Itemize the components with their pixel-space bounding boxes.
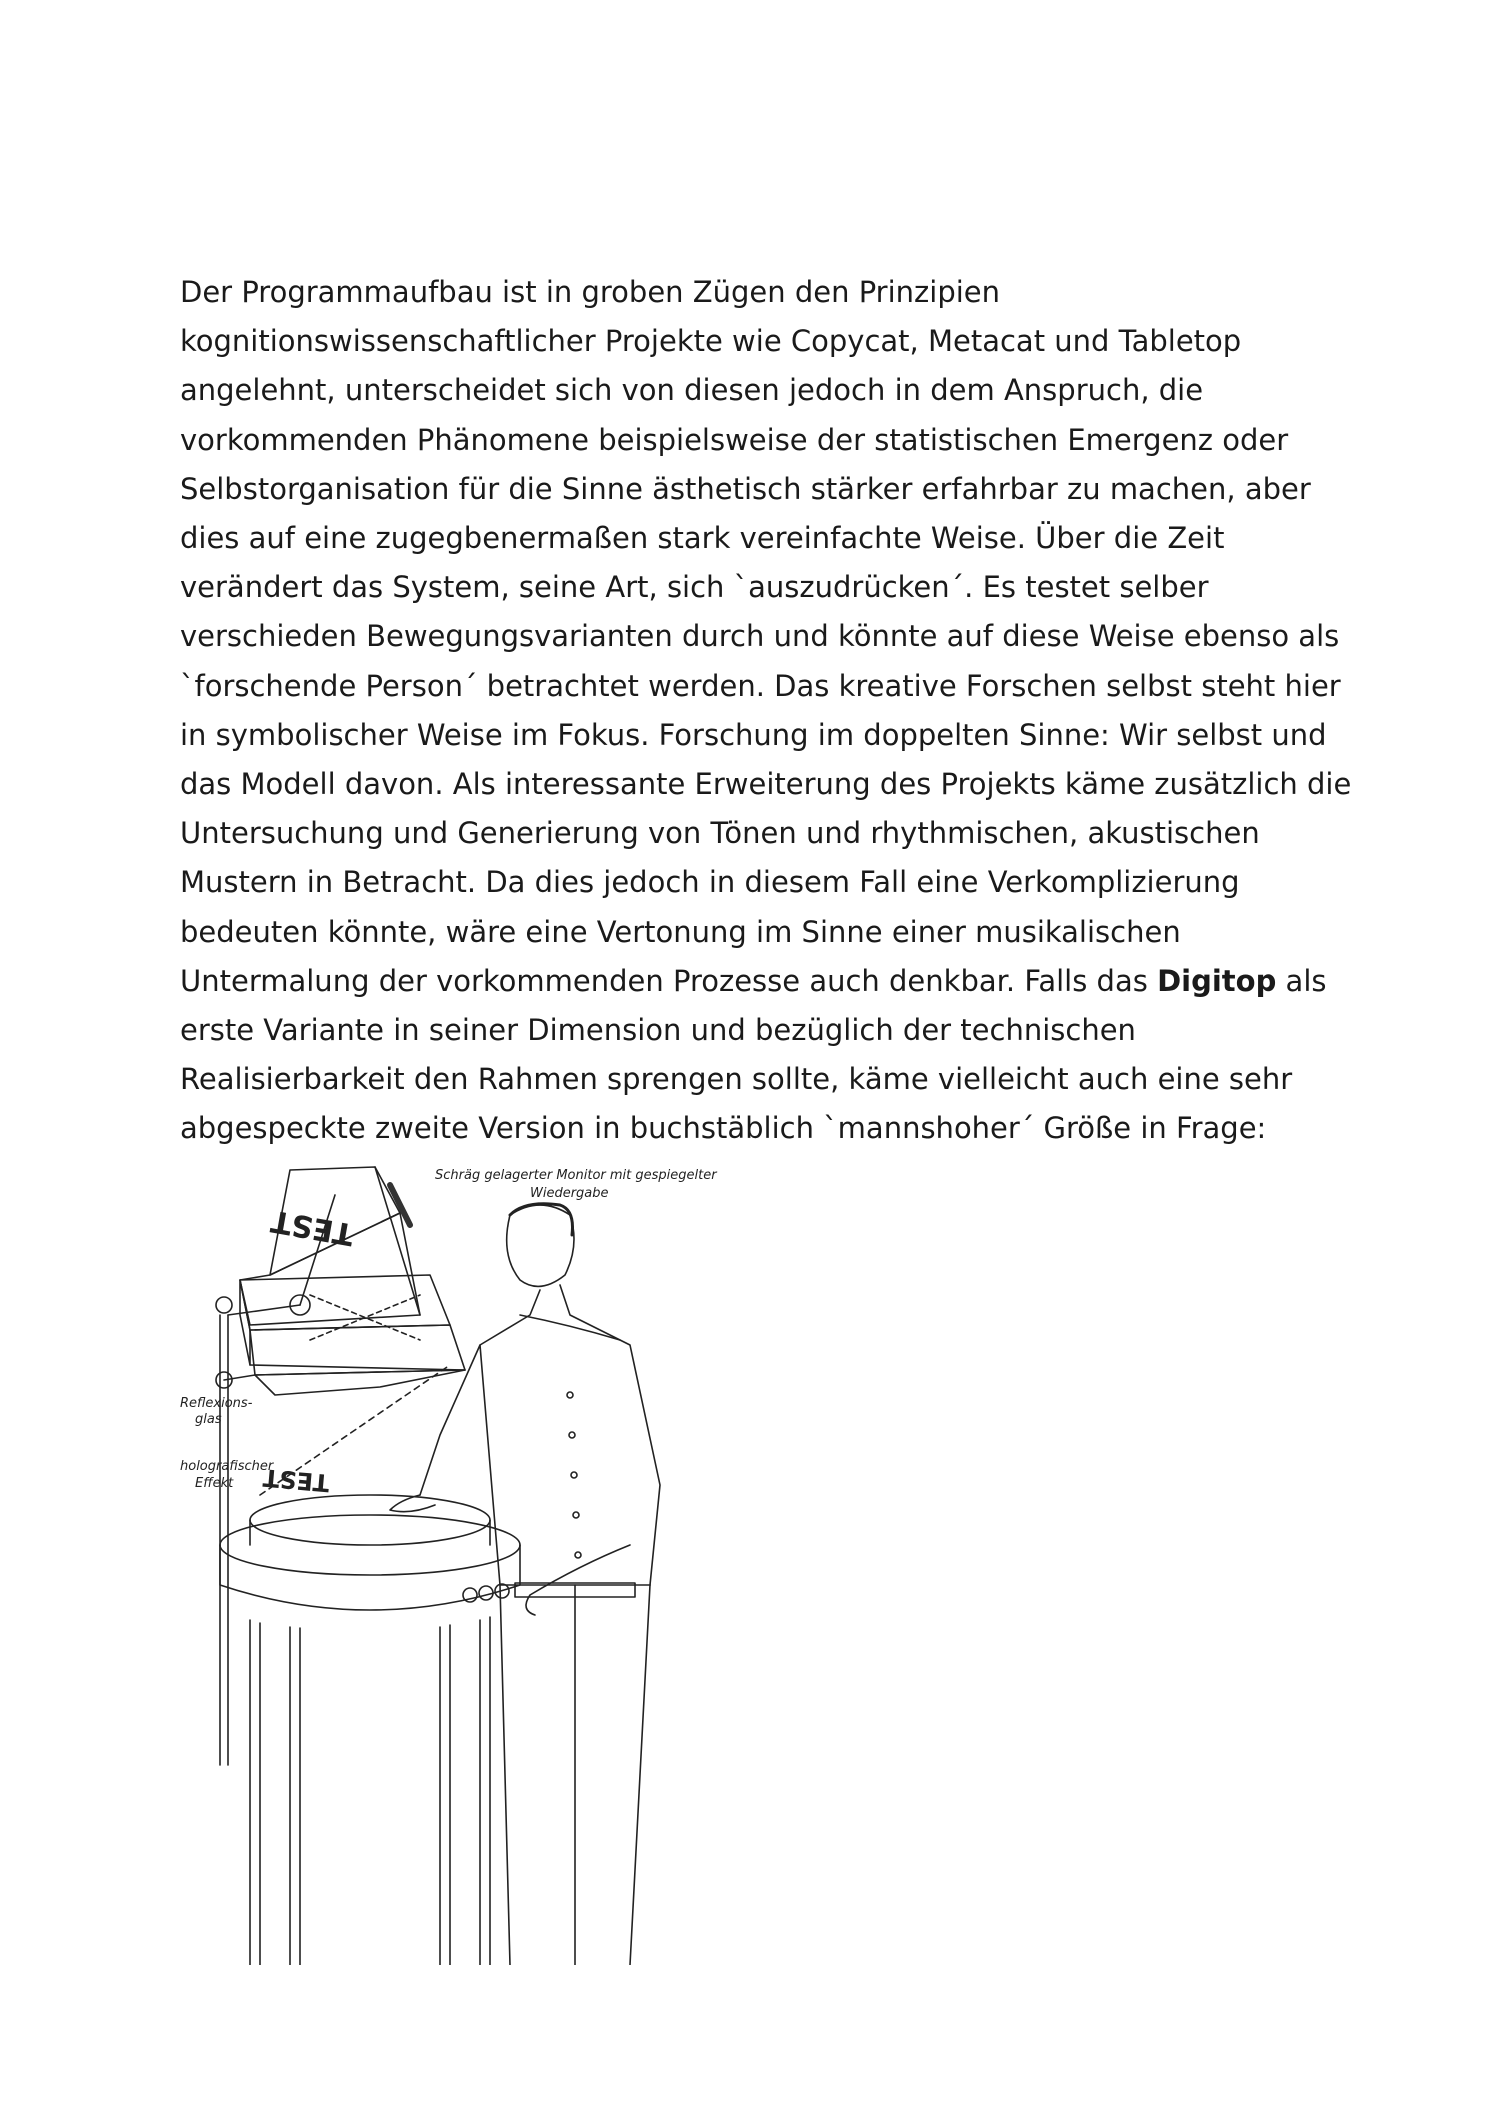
text-line: angelehnt, unterscheidet sich von diesen jedoch in dem Anspruch, die xyxy=(180,373,1204,408)
text-line: abgespeckte zweite Version in buchstäblich `mannshoher´ Größe in Frage: xyxy=(180,1111,1267,1146)
text-line: kognitionswissenschaftlicher Projekte wie Copycat, Metacat und Tabletop xyxy=(180,324,1242,359)
text-line: bedeuten könnte, wäre eine Vertonung im Sinne einer musikalischen xyxy=(180,914,1181,949)
reflection-glass xyxy=(255,1370,465,1395)
text-line: verschieden Bewegungsvarianten durch und könnte auf diese Weise ebenso als xyxy=(180,619,1340,654)
text-segment: Untermalung der vorkommenden Prozesse auch denkbar. Falls das xyxy=(180,963,1158,998)
annotation-holo-line2: Effekt xyxy=(195,1476,234,1491)
bold-term-digitop: Digitop xyxy=(1157,963,1277,998)
text-line: vorkommenden Phänomene beispielsweise der statistischen Emergenz oder xyxy=(180,422,1289,457)
holographic-text: TEST xyxy=(261,1463,331,1497)
monitor-housing xyxy=(240,1275,465,1375)
annotation-monitor-line2: Wiedergabe xyxy=(530,1186,609,1201)
annotation-glass-line1: Reflexions- xyxy=(180,1396,253,1411)
sketch-illustration xyxy=(180,1165,780,1965)
monitor-screen-text: TEST xyxy=(268,1202,357,1252)
annotation-holo-line1: holografischer xyxy=(180,1459,274,1474)
text-line: Untersuchung und Generierung von Tönen und rhythmischen, akustischen xyxy=(180,816,1260,851)
text-line: Der Programmaufbau ist in groben Zügen den Prinzipien xyxy=(180,275,1001,309)
table-legs xyxy=(250,1617,490,1965)
body-paragraph xyxy=(180,268,1352,1154)
text-segment: als xyxy=(1276,963,1327,998)
person-figure xyxy=(390,1204,660,1965)
text-line: Mustern in Betracht. Da dies jedoch in diesem Fall eine Verkomplizierung xyxy=(180,865,1240,900)
text-line: verändert das System, seine Art, sich `auszudrücken´. Es testet selber xyxy=(180,570,1209,605)
annotation-glass-line2: glas xyxy=(195,1412,222,1427)
text-line: erste Variante in seiner Dimension und bezüglich der technischen xyxy=(180,1013,1136,1048)
annotation-monitor: Schräg gelagerter Monitor mit gespiegelter xyxy=(435,1168,717,1183)
text-line: in symbolischer Weise im Fokus. Forschung im doppelten Sinne: Wir selbst und xyxy=(180,717,1327,752)
sketch-svg xyxy=(180,1165,780,1965)
text-line: Selbstorganisation für die Sinne ästhetisch stärker erfahrbar zu machen, aber xyxy=(180,471,1311,506)
text-line: das Modell davon. Als interessante Erweiterung des Projekts käme zusätzlich die xyxy=(180,767,1352,802)
text-line-with-bold xyxy=(180,957,1340,1006)
text-line: dies auf eine zugegbenermaßen stark vereinfachte Weise. Über die Zeit xyxy=(180,521,1225,556)
text-line: Realisierbarkeit den Rahmen sprengen sollte, käme vielleicht auch eine sehr xyxy=(180,1062,1293,1097)
round-table xyxy=(220,1495,520,1610)
text-line: `forschende Person´ betrachtet werden. Das kreative Forschen selbst steht hier xyxy=(180,668,1341,703)
